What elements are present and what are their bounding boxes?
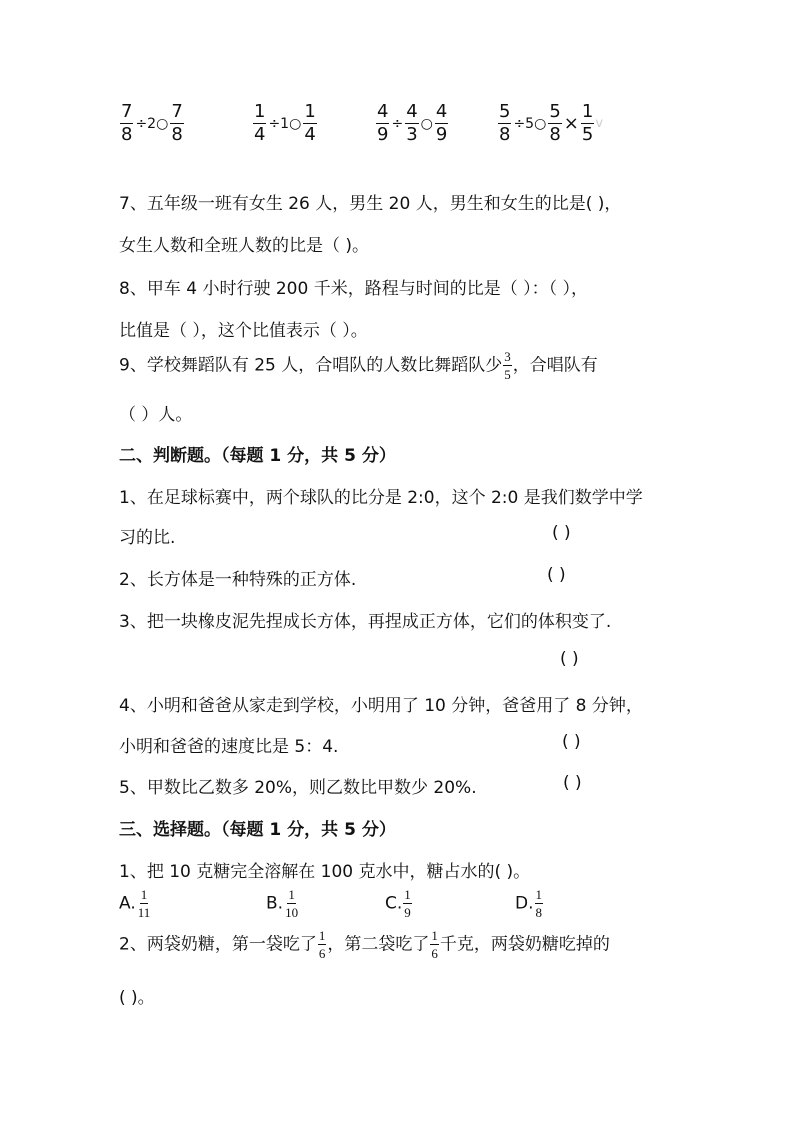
choice-option-c[interactable]: C. $\frac{1}{9}$	[385, 887, 411, 920]
judge-answer-blank-2[interactable]: ( )	[547, 565, 566, 585]
fraction: $\frac{1}{4}$	[254, 101, 266, 145]
fraction: $\frac{4}{9}$	[377, 101, 389, 145]
fraction: $\frac{4}{9}$	[435, 101, 448, 145]
fraction: $\frac{1}{8}$	[535, 887, 542, 920]
fraction: $\frac{5}{8}$	[499, 101, 511, 145]
judge-item-2: 2、长方体是一种特殊的正方体.	[119, 570, 357, 590]
compare-operator: ÷5○	[513, 115, 547, 132]
fraction: $\frac{7}{8}$	[171, 101, 183, 145]
judge-item-1-line2: 习的比.	[119, 528, 176, 548]
choice-option-a[interactable]: A. $\frac{1}{11}$	[119, 887, 151, 920]
judge-item-4: 4、小明和爸爸从家走到学校，小明用了 10 分钟，爸爸用了 8 分钟，	[119, 696, 643, 716]
judge-item-1: 1、在足球标赛中，两个球队的比分是 2:0，这个 2:0 是我们数学中学	[119, 488, 643, 508]
judge-answer-blank-3[interactable]: ( )	[560, 649, 579, 669]
fraction: $\frac{1}{9}$	[404, 887, 411, 920]
section2-title: 二、判断题。（每题 1 分，共 5 分）	[119, 446, 396, 466]
compare-expression-1	[119, 103, 185, 144]
compare-operator: ○	[420, 115, 433, 132]
section3-title: 三、选择题。（每题 1 分，共 5 分）	[119, 820, 396, 840]
fraction: $\frac{1}{5}$	[581, 101, 594, 145]
fraction: $\frac{1}{10}$	[285, 887, 299, 920]
fraction: $\frac{3}{5}$	[504, 349, 511, 382]
fraction: $\frac{4}{3}$	[406, 101, 418, 145]
compare-expression-2	[252, 103, 318, 144]
fraction: $\frac{5}{8}$	[549, 101, 561, 145]
q8-line2: 比值是（ ），这个比值表示（ ）。	[119, 321, 368, 341]
choice-q2-line1: 2、两袋奶糖，第一袋吃了 $\frac{1}{6}$ ，第二袋吃了 $\frac{1}{6}$ 千克，两袋奶糖吃掉的	[119, 928, 610, 961]
choice-q2-line2: ( )。	[119, 988, 155, 1008]
compare-operator: ÷	[391, 115, 404, 132]
fraction: $\frac{1}{6}$	[318, 928, 326, 961]
fraction: $\frac{1}{11}$	[137, 887, 151, 920]
choice-q1: 1、把 10 克糖完全溶解在 100 克水中，糖占水的( )。	[119, 862, 531, 882]
choice-option-d[interactable]: D. $\frac{1}{8}$	[515, 887, 542, 920]
judge-item-4-line2: 小明和爸爸的速度比是 5：4.	[119, 737, 339, 757]
q9-line1: 9、学校舞蹈队有 25 人，合唱队的人数比舞蹈队少 $\frac{3}{5}$ ，合唱队有	[119, 349, 598, 382]
compare-operator: ÷1○	[268, 115, 302, 132]
q7-line2: 女生人数和全班人数的比是（ )。	[119, 236, 370, 256]
compare-operator: ×	[563, 113, 579, 134]
faint-mark: v	[595, 116, 604, 131]
fraction: $\frac{7}{8}$	[121, 101, 133, 145]
compare-expression-4	[497, 103, 603, 144]
fraction: $\frac{1}{4}$	[304, 101, 316, 145]
choice-option-b[interactable]: B. $\frac{1}{10}$	[266, 887, 299, 920]
compare-operator: ÷2○	[135, 115, 169, 132]
judge-item-5: 5、甲数比乙数多 20%，则乙数比甲数少 20%.	[119, 778, 477, 798]
judge-answer-blank-1[interactable]: ( )	[552, 523, 571, 543]
q9-line2: （ ）人。	[119, 405, 193, 425]
q8-line1: 8、甲车 4 小时行驶 200 千米，路程与时间的比是（ ）：（ ），	[119, 279, 589, 299]
q7-line1: 7、五年级一班有女生 26 人，男生 20 人，男生和女生的比是( )，	[119, 194, 622, 214]
judge-answer-blank-4[interactable]: ( )	[562, 732, 581, 752]
judge-answer-blank-5[interactable]: ( )	[563, 773, 582, 793]
fraction: $\frac{1}{6}$	[431, 928, 438, 961]
judge-item-3: 3、把一块橡皮泥先捏成长方体，再捏成正方体，它们的体积变了.	[119, 612, 612, 632]
compare-expression-3	[375, 103, 449, 144]
